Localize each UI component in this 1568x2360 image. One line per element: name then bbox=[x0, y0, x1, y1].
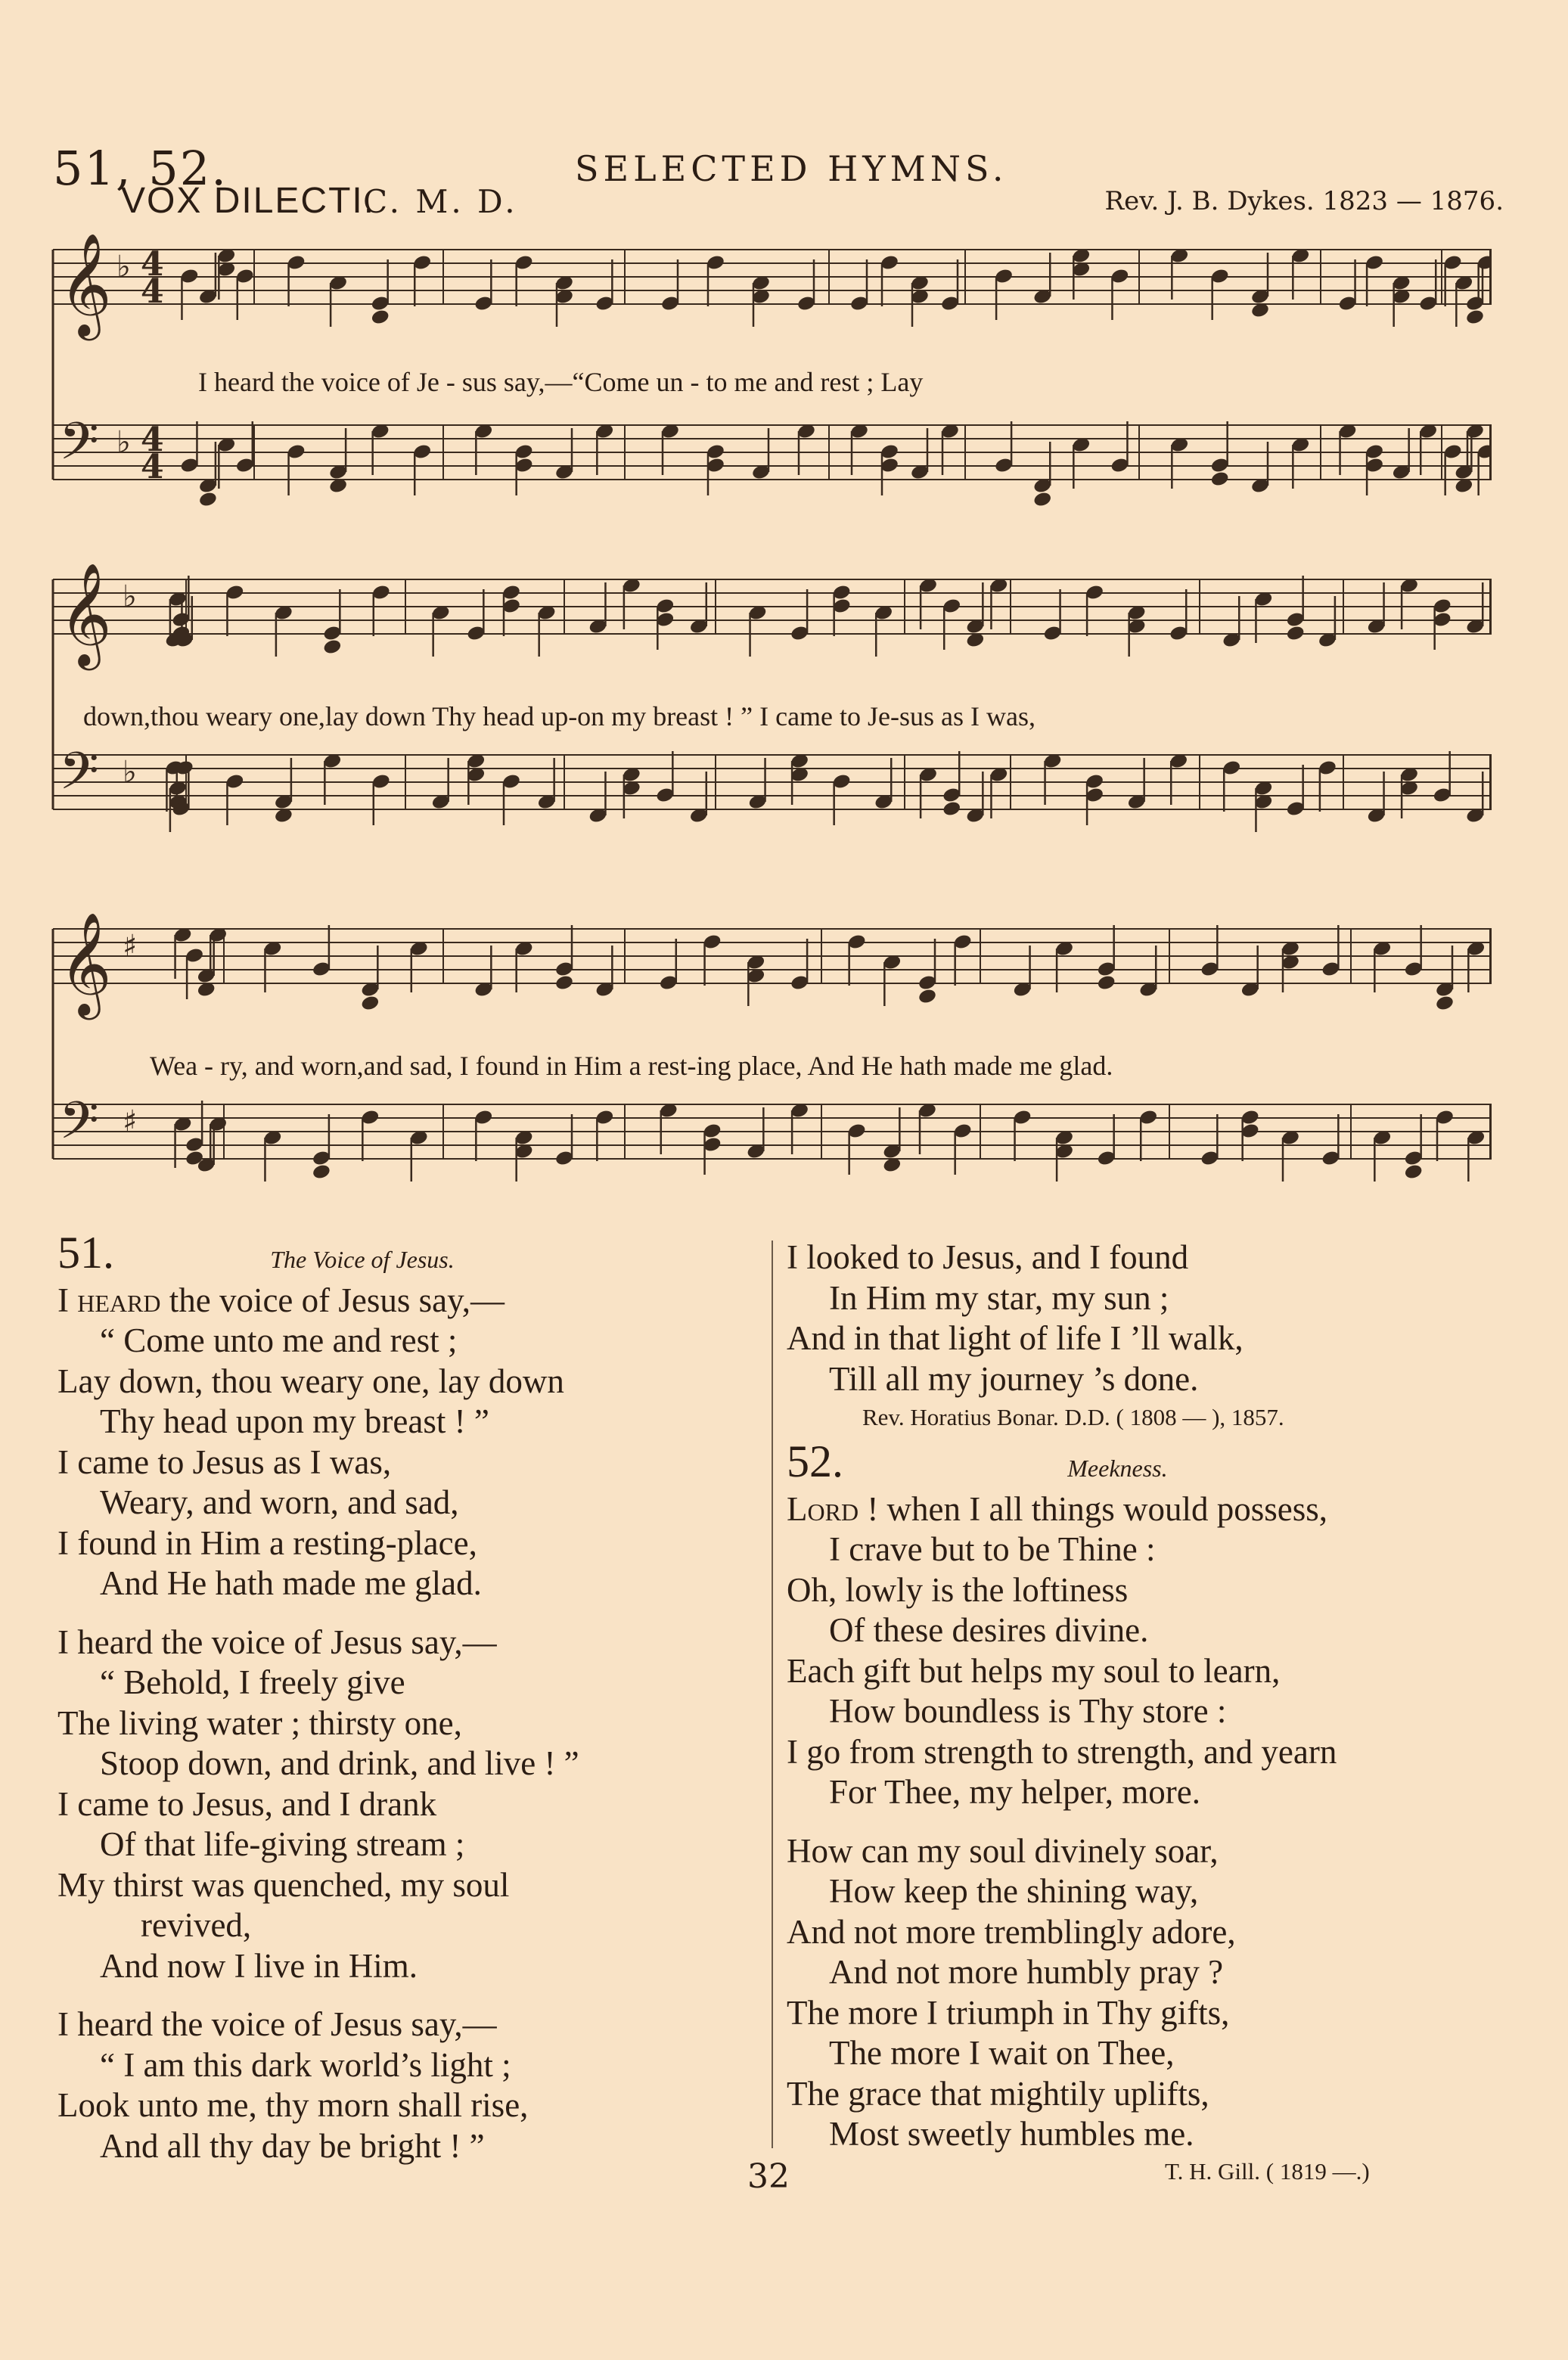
svg-text:♯: ♯ bbox=[123, 1104, 138, 1139]
verse-line: I looked to Jesus, and I found bbox=[787, 1238, 1189, 1276]
music-system-3 bbox=[50, 906, 1492, 1224]
verse-line: And all thy day be bright ! ” bbox=[100, 2126, 485, 2165]
page-number: 32 bbox=[747, 2157, 790, 2196]
verse-line: Till all my journey ’s done. bbox=[829, 1359, 1199, 1398]
hymn-51 bbox=[57, 1228, 753, 2166]
verse-line: And in that light of life I ’ll walk, bbox=[787, 1319, 1244, 1357]
svg-text:4: 4 bbox=[141, 245, 164, 284]
verse-line: I crave but to be Thine : bbox=[829, 1530, 1156, 1568]
svg-text:4: 4 bbox=[141, 272, 164, 311]
svg-text:♯: ♯ bbox=[123, 929, 138, 964]
verse-line: Lord ! when I all things would possess, bbox=[787, 1489, 1328, 1528]
hymn-51-author: Rev. Horatius Bonar. D.D. ( 1808 — ), 1857. bbox=[862, 1404, 1284, 1430]
svg-text:𝄢: 𝄢 bbox=[59, 1092, 99, 1163]
verse-line: And He hath made me glad. bbox=[100, 1564, 482, 1602]
svg-text:4: 4 bbox=[141, 448, 164, 486]
verse-line: In Him my star, my sun ; bbox=[829, 1278, 1169, 1317]
lyric-line-3: Wea - ry, and worn,and sad, I found in Him a rest-ing place, And He hath made me glad. bbox=[150, 1051, 1113, 1081]
verse-line: The living water ; thirsty one, bbox=[57, 1703, 462, 1742]
svg-text:𝄢: 𝄢 bbox=[59, 742, 99, 814]
verse-line: The more I wait on Thee, bbox=[829, 2034, 1175, 2072]
verse-line: The grace that mightily uplifts, bbox=[787, 2074, 1209, 2113]
hymn-subtitle: Meekness. bbox=[1067, 1455, 1168, 1482]
verse-line: Thy head upon my breast ! ” bbox=[100, 1402, 489, 1440]
verse-line: Lay down, thou weary one, lay down bbox=[57, 1362, 564, 1400]
verse-line: The more I triumph in Thy gifts, bbox=[787, 1993, 1230, 2032]
tune-name: VOX DILECTI. bbox=[121, 181, 376, 221]
verse-line: “ I am this dark world’s light ; bbox=[100, 2045, 511, 2084]
verse-line: How boundless is Thy store : bbox=[829, 1692, 1227, 1730]
verse-line: I heard the voice of Jesus say,— bbox=[57, 1622, 497, 1661]
lyric-line-2: down,thou weary one,lay down Thy head up-on my breast ! ” I came to Je-sus as I was, bbox=[83, 701, 1036, 731]
verse-line: I heard the voice of Jesus say,— bbox=[57, 2005, 497, 2043]
verse-line: My thirst was quenched, my soul bbox=[57, 1865, 510, 1904]
composer: Rev. J. B. Dykes. 1823 — 1876. bbox=[1104, 186, 1504, 216]
verse-line: And not more humbly pray ? bbox=[829, 1953, 1224, 1991]
verse-line: How keep the shining way, bbox=[829, 1872, 1199, 1910]
svg-text:4: 4 bbox=[141, 421, 164, 459]
section-title: SELECTED HYMNS. bbox=[575, 148, 1008, 189]
column-divider bbox=[772, 1241, 773, 2148]
verse-line: And now I live in Him. bbox=[100, 1946, 418, 1985]
verse-line: “ Behold, I freely give bbox=[100, 1663, 405, 1701]
svg-text:𝄞: 𝄞 bbox=[59, 231, 112, 336]
verse-line: Oh, lowly is the loftiness bbox=[787, 1570, 1129, 1609]
meter: C. M. D. bbox=[363, 183, 518, 220]
verse-line: “ Come unto me and rest ; bbox=[100, 1321, 458, 1359]
verse-line: I came to Jesus, and I drank bbox=[57, 1784, 437, 1823]
verse-line: Weary, and worn, and sad, bbox=[100, 1483, 459, 1521]
hymn-subtitle: The Voice of Jesus. bbox=[270, 1246, 455, 1273]
music-system-1 bbox=[50, 227, 1492, 537]
verse-line: Look unto me, thy morn shall rise, bbox=[57, 2086, 529, 2124]
svg-text:♭: ♭ bbox=[116, 250, 131, 284]
verse-line: Each gift but helps my soul to learn, bbox=[787, 1651, 1281, 1690]
verse-line: revived, bbox=[141, 1906, 252, 1944]
svg-text:♭: ♭ bbox=[123, 755, 137, 790]
right-column bbox=[787, 1237, 1513, 2185]
page-header bbox=[53, 141, 1513, 231]
verse-line: And not more tremblingly adore, bbox=[787, 1912, 1236, 1951]
hymn-number: 52. bbox=[787, 1436, 843, 1486]
hymn-number: 51. bbox=[57, 1228, 114, 1278]
lyric-line-1: I heard the voice of Je - sus say,—“Come un - to me and rest ; Lay bbox=[198, 367, 924, 397]
svg-text:♭: ♭ bbox=[123, 579, 137, 614]
hymn-numbers: 51, 52. bbox=[53, 141, 228, 196]
verse-line: For Thee, my helper, more. bbox=[829, 1773, 1200, 1811]
verse-line: Of these desires divine. bbox=[829, 1611, 1149, 1649]
svg-text:𝄞: 𝄞 bbox=[59, 561, 112, 666]
verse-line: Stoop down, and drink, and live ! ” bbox=[100, 1744, 579, 1782]
hymn-52-heading bbox=[787, 1436, 1513, 1489]
svg-text:𝄞: 𝄞 bbox=[59, 911, 112, 1015]
svg-text:𝄢: 𝄢 bbox=[59, 412, 99, 484]
verse-line: I heard the voice of Jesus say,— bbox=[57, 1281, 505, 1319]
svg-text:♭: ♭ bbox=[116, 425, 131, 460]
verse-line: How can my soul divinely soar, bbox=[787, 1831, 1219, 1870]
hymn-52-author: T. H. Gill. ( 1819 —.) bbox=[1165, 2157, 1370, 2185]
verse-line: I found in Him a resting-place, bbox=[57, 1523, 477, 1562]
verse-line: Of that life-giving stream ; bbox=[100, 1825, 465, 1863]
verse-line: I go from strength to strength, and yearn bbox=[787, 1732, 1337, 1771]
verse-line: I came to Jesus as I was, bbox=[57, 1442, 392, 1481]
music-system-2 bbox=[50, 557, 1492, 874]
verse-line: Most sweetly humbles me. bbox=[829, 2115, 1194, 2153]
